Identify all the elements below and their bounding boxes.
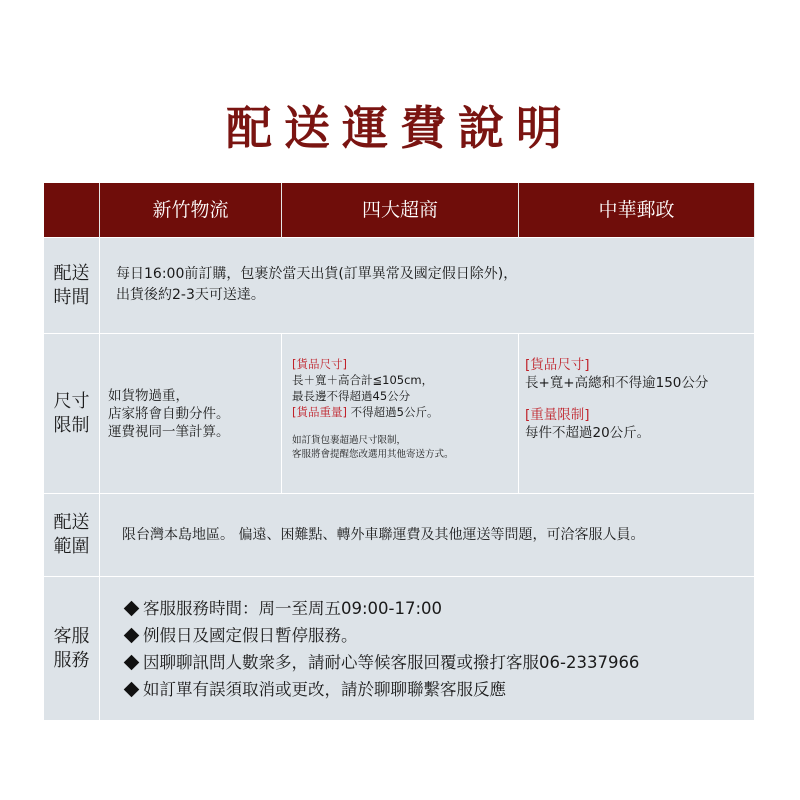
row-label-size-limit: 尺寸 限制 [44, 334, 100, 494]
diamond-bullet-icon [124, 601, 140, 617]
header-hct: 新竹物流 [100, 183, 282, 238]
row-label-delivery-time: 配送 時間 [44, 238, 100, 334]
store-weight-text: 不得超過5公斤。 [350, 405, 439, 419]
header-corner [44, 183, 100, 238]
post-size-limit [519, 334, 755, 494]
shipping-table [44, 183, 755, 721]
header-convenience-store: 四大超商 [282, 183, 519, 238]
service-item [122, 595, 754, 622]
store-size-tag: [貨品尺寸] [292, 357, 347, 371]
hct-size-limit [100, 334, 282, 494]
delivery-area-text: 限台灣本島地區。 偏遠、困難點、轉外車聯運費及其他運送等問題，可洽客服人員。 [100, 494, 755, 577]
store-weight-tag: [貨品重量] [292, 405, 347, 419]
store-size-line-1: 長＋寬＋高合計≦105cm， [292, 373, 434, 387]
post-size-text: 長+寬+高總和不得逾150公分 [525, 375, 709, 391]
diamond-bullet-icon [124, 628, 140, 644]
store-limit-note: 如訂貨包裹超過尺寸限制， 客服將會提醒您改選用其他寄送方式。 [292, 435, 454, 460]
service-item-text: 因聊聊訊問人數衆多，請耐心等候客服回覆或撥打客服06-2337966 [143, 653, 640, 672]
service-item [122, 649, 754, 676]
service-item-text: 如訂單有誤須取消或更改，請於聊聊聯繫客服反應 [143, 680, 506, 699]
service-item [122, 676, 754, 703]
delivery-time-text: 每日16:00前訂購，包裹於當天出貨(訂單異常及國定假日除外)， 出貨後約2-3天可送達。 [100, 238, 755, 334]
store-size-line-2: 最長邊不得超過45公分 [292, 389, 411, 403]
store-size-limit [282, 334, 519, 494]
service-item-text: 客服服務時間：周一至周五09:00-17:00 [143, 599, 443, 618]
page-title: 配送運費說明 [226, 101, 574, 155]
service-list [100, 577, 755, 721]
header-post: 中華郵政 [519, 183, 755, 238]
diamond-bullet-icon [124, 655, 140, 671]
post-size-tag: [貨品尺寸] [525, 357, 590, 373]
post-weight-tag: [重量限制] [525, 407, 590, 423]
hct-size-limit-text: 如貨物過重， 店家將會自動分件。 運費視同一筆計算。 [108, 387, 230, 440]
service-item-text: 例假日及國定假日暫停服務。 [143, 626, 358, 645]
service-item [122, 622, 754, 649]
row-label-service: 客服 服務 [44, 577, 100, 721]
post-weight-text: 每件不超過20公斤。 [525, 425, 651, 441]
diamond-bullet-icon [124, 682, 140, 698]
row-label-delivery-area: 配送 範圍 [44, 494, 100, 577]
